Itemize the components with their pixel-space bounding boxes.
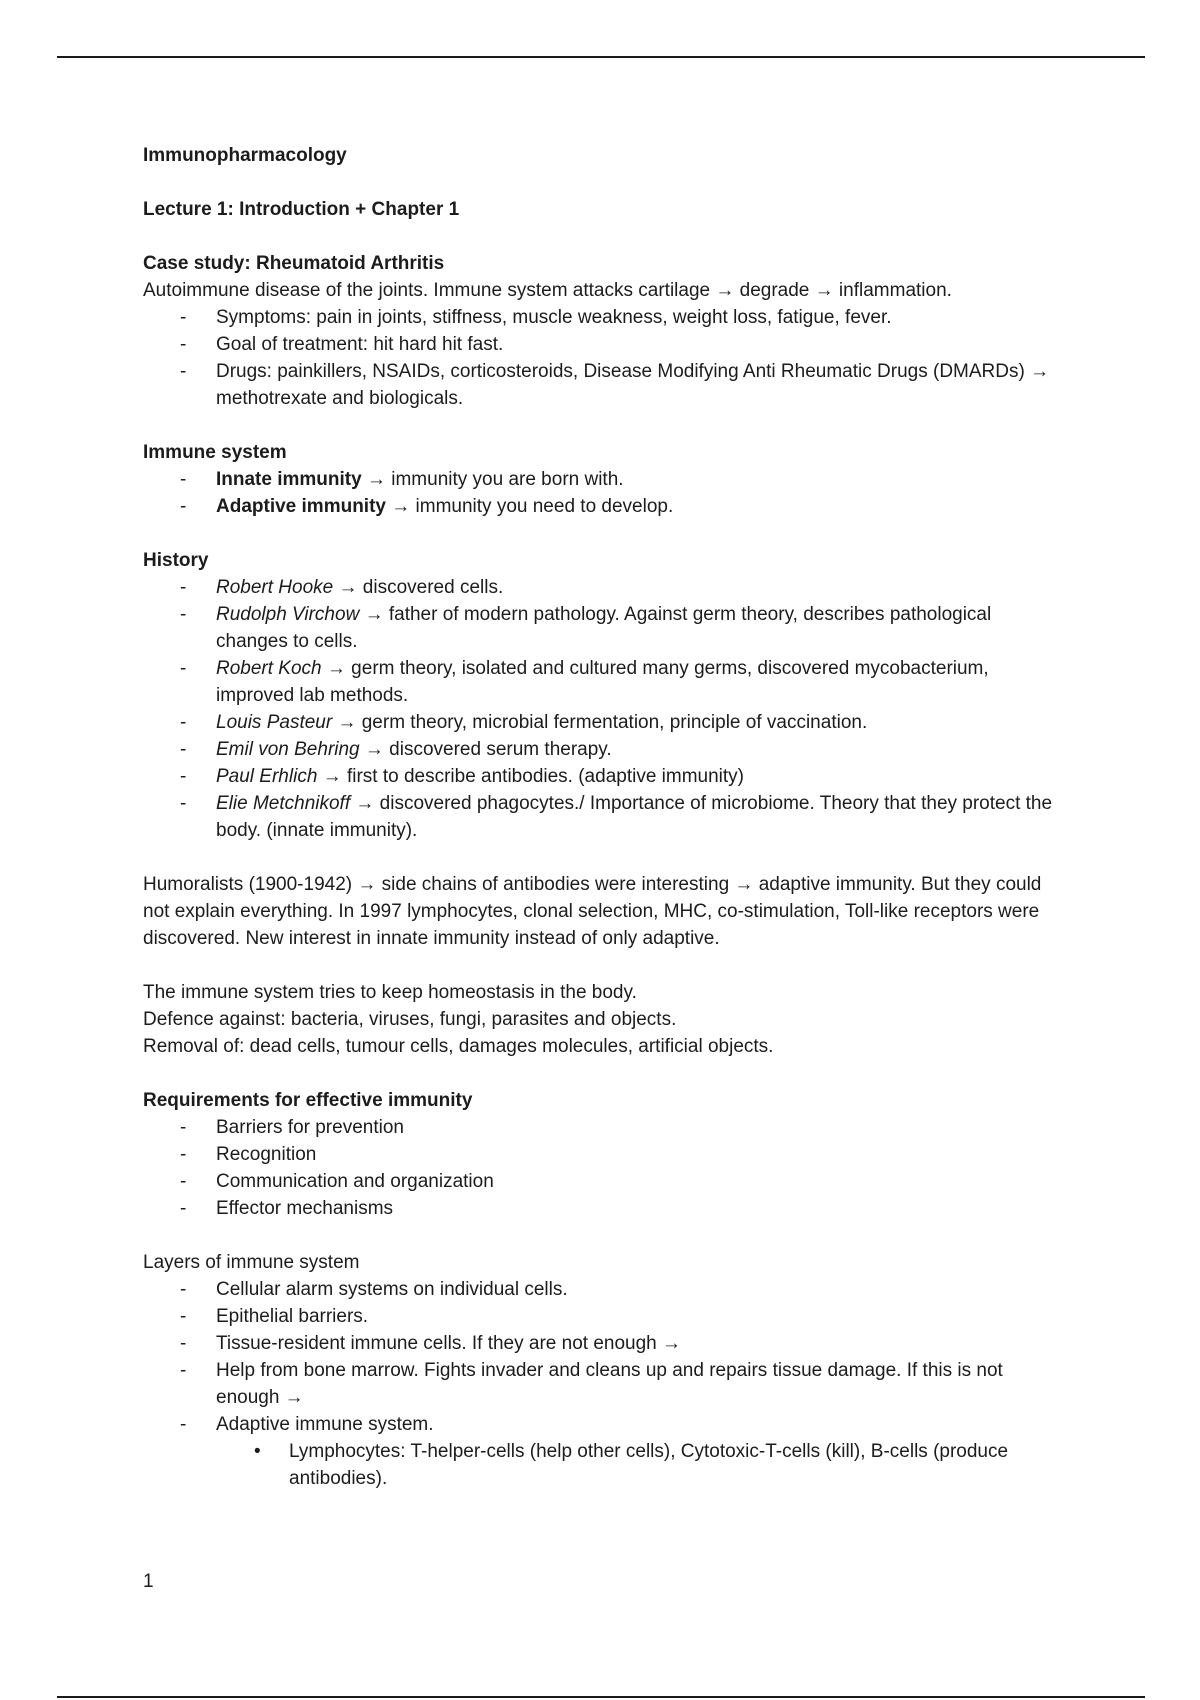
history-list — [143, 574, 1063, 844]
requirements-list — [143, 1114, 1063, 1222]
lecture-heading: Lecture 1: Introduction + Chapter 1 — [143, 199, 460, 220]
list-item — [143, 736, 1063, 763]
term-description: → immunity you need to develop. — [385, 496, 674, 517]
removal-line: Removal of: dead cells, tumour cells, damages molecules, artificial objects. — [143, 1036, 774, 1057]
requirements-heading: Requirements for effective immunity — [143, 1090, 473, 1111]
person-name: Robert Hooke — [216, 577, 334, 598]
document-body — [143, 142, 1063, 1492]
humoralists-paragraph: Humoralists (1900-1942) → side chains of antibodies were interesting → adaptive immunity. But they could not explain everything. In 1997 lymphocytes, clonal selection, MHC, co-stimulation, Toll-like receptors were discovered. New interest in innate immunity instead of only adaptive. — [143, 874, 1042, 949]
list-item: - Effector mechanisms — [143, 1195, 1063, 1222]
person-description: → discovered phagocytes./ Importance of microbiome. Theory that they protect the body. (innate immunity). — [216, 793, 1053, 841]
list-item — [143, 466, 1063, 493]
document-title: Immunopharmacology — [143, 145, 347, 166]
list-item: - Communication and organization — [143, 1168, 1063, 1195]
list-item: - Recognition — [143, 1141, 1063, 1168]
person-description: → discovered serum therapy. — [359, 739, 612, 760]
list-item — [143, 574, 1063, 601]
immune-system-list — [143, 466, 1063, 520]
layers-list — [143, 1276, 1063, 1438]
list-item — [143, 709, 1063, 736]
list-item — [143, 655, 1063, 709]
list-item: - Help from bone marrow. Fights invader and cleans up and repairs tissue damage. If this is not enough → — [143, 1357, 1063, 1411]
list-item: - Epithelial barriers. — [143, 1303, 1063, 1330]
list-item: - Drugs: painkillers, NSAIDs, corticosteroids, Disease Modifying Anti Rheumatic Drugs (DMARDs) → methotrexate and biologicals. — [143, 358, 1063, 412]
person-name: Robert Koch — [216, 658, 322, 679]
list-item: • Lymphocytes: T-helper-cells (help other cells), Cytotoxic-T-cells (kill), B-cells (produce antibodies). — [216, 1438, 1063, 1492]
list-item — [143, 790, 1063, 844]
person-name: Louis Pasteur — [216, 712, 333, 733]
immune-system-heading: Immune system — [143, 442, 287, 463]
person-description: → first to describe antibodies. (adaptive immunity) — [317, 766, 745, 787]
person-description: → discovered cells. — [333, 577, 504, 598]
case-study-intro: Autoimmune disease of the joints. Immune system attacks cartilage → degrade → inflammation. — [143, 280, 952, 301]
list-item: - Tissue-resident immune cells. If they are not enough → — [143, 1330, 1063, 1357]
list-item — [143, 601, 1063, 655]
term: Innate immunity — [216, 469, 362, 490]
person-name: Paul Erhlich — [216, 766, 318, 787]
person-description: → germ theory, microbial fermentation, principle of vaccination. — [332, 712, 868, 733]
list-item: - Goal of treatment: hit hard hit fast. — [143, 331, 1063, 358]
person-description: → germ theory, isolated and cultured many germs, discovered mycobacterium, improved lab methods. — [216, 658, 989, 706]
header-rule — [57, 56, 1145, 58]
list-item: - Symptoms: pain in joints, stiffness, muscle weakness, weight loss, fatigue, fever. — [143, 304, 1063, 331]
list-item — [143, 493, 1063, 520]
homeostasis-line: The immune system tries to keep homeostasis in the body. — [143, 982, 637, 1003]
layers-heading: Layers of immune system — [143, 1252, 360, 1273]
person-name: Elie Metchnikoff — [216, 793, 351, 814]
person-name: Emil von Behring — [216, 739, 360, 760]
person-description: → father of modern pathology. Against germ theory, describes pathological changes to cells. — [216, 604, 992, 652]
list-item — [143, 763, 1063, 790]
person-name: Rudolph Virchow — [216, 604, 360, 625]
list-item: - Cellular alarm systems on individual cells. — [143, 1276, 1063, 1303]
case-study-heading: Case study: Rheumatoid Arthritis — [143, 253, 445, 274]
layers-sublist — [143, 1438, 1063, 1492]
list-item: - Adaptive immune system. — [143, 1411, 1063, 1438]
footer-rule — [57, 1696, 1145, 1698]
defence-line: Defence against: bacteria, viruses, fungi, parasites and objects. — [143, 1009, 677, 1030]
term-description: → immunity you are born with. — [361, 469, 624, 490]
case-study-list — [143, 304, 1063, 412]
page-number: 1 — [143, 1571, 154, 1592]
history-heading: History — [143, 550, 209, 571]
term: Adaptive immunity — [216, 496, 386, 517]
list-item: - Barriers for prevention — [143, 1114, 1063, 1141]
